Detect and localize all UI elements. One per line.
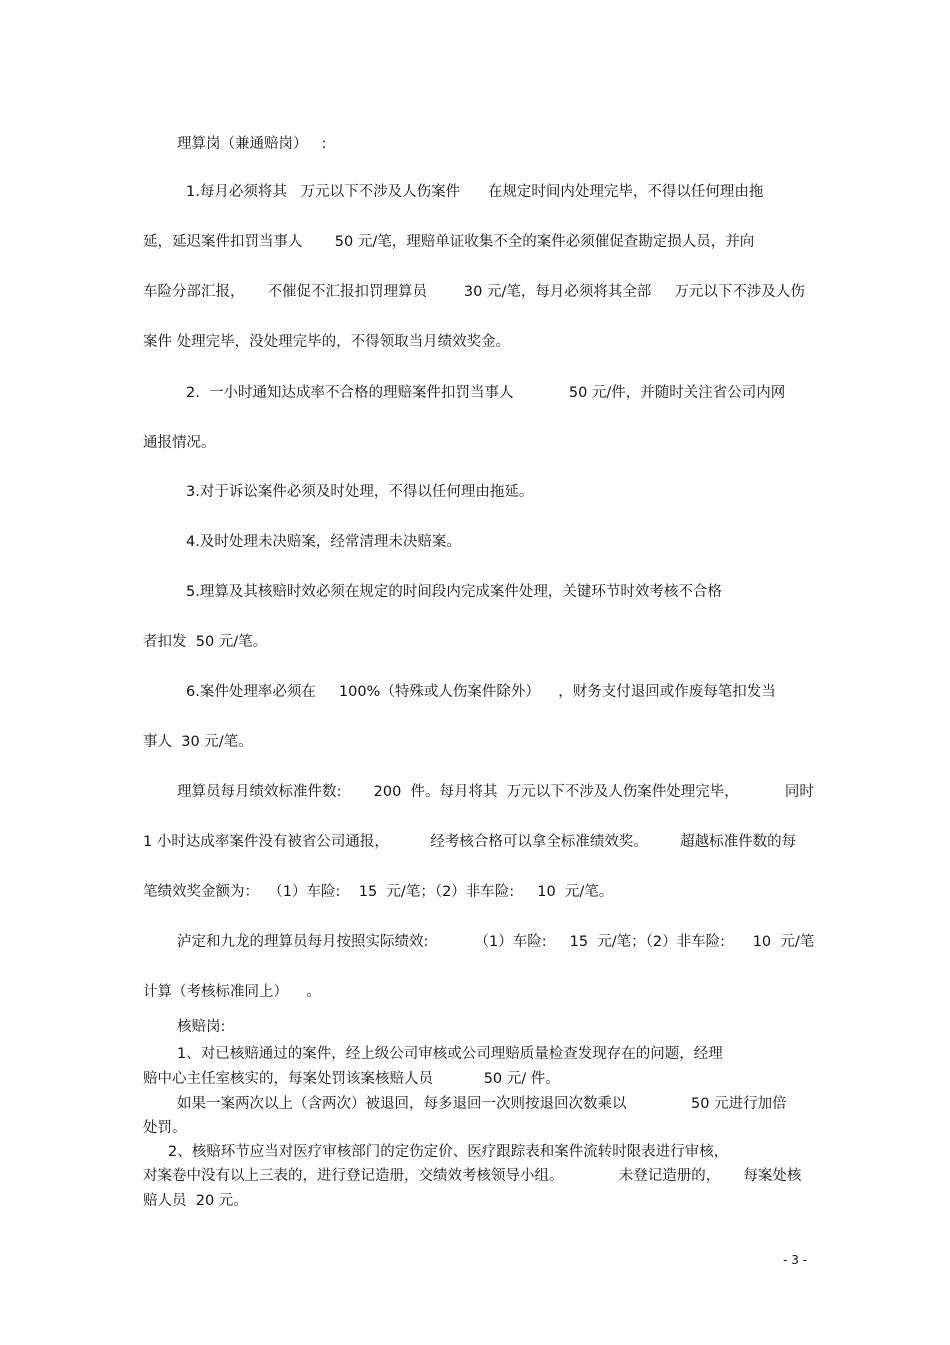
paragraph-line: 1 小时达成率案件没有被省公司通报， 经考核合格可以拿全标准绩效奖。 超越标准件数的每 (143, 834, 797, 850)
paragraph-line: 车险分部汇报， 不催促不汇报扣罚理算员 30 元/笔，每月必须将其全部 万元以下不涉及人伤 (143, 284, 805, 300)
paragraph-line: 赔中心主任室核实的，每案处罚该案核赔人员 50 元/ 件。 (143, 1071, 560, 1087)
paragraph-line: 笔绩效奖金额为： （1）车险: 15 元/笔；（2）非车险: 10 元/笔。 (143, 884, 614, 900)
paragraph-line: 案件 处理完毕，没处理完毕的，不得领取当月绩效奖金。 (143, 334, 511, 350)
paragraph-line: 通报情况。 (143, 435, 216, 451)
section-heading-lisuan: 理算岗（兼通赔岗） : (177, 136, 327, 152)
paragraph-line: 延，延迟案件扣罚当事人 50 元/笔，理赔单证收集不全的案件必须催促查勘定损人员，并向 (143, 234, 755, 250)
paragraph-line: 6.案件处理率必须在 100%（特殊或人伤案件除外） ，财务支付退回或作废每笔扣发当 (186, 684, 776, 700)
paragraph-line: 泸定和九龙的理算员每月按照实际绩效: （1）车险: 15 元/笔；（2）非车险: 10 元/笔 (177, 934, 815, 950)
paragraph-line: 者扣发 50 元/笔。 (143, 634, 268, 650)
paragraph-line: 5.理算及其核赔时效必须在规定的时间段内完成案件处理，关键环节时效考核不合格 (186, 584, 722, 600)
paragraph-line: 4.及时处理未决赔案，经常清理未决赔案。 (186, 534, 461, 550)
section-heading-hepei: 核赔岗: (177, 1019, 226, 1035)
paragraph-line: 理算员每月绩效标准件数: 200 件。每月将其 万元以下不涉及人伤案件处理完毕， 同时 (177, 784, 814, 800)
paragraph-line: 1.每月必须将其 万元以下不涉及人伤案件 在规定时间内处理完毕，不得以任何理由拖 (186, 184, 764, 200)
paragraph-line: 1、对已核赔通过的案件，经上级公司审核或公司理赔质量检查发现存在的问题，经理 (177, 1046, 723, 1062)
paragraph-line: 赔人员 20 元。 (143, 1193, 248, 1209)
paragraph-line: 3.对于诉讼案件必须及时处理，不得以任何理由拖延。 (186, 484, 534, 500)
paragraph-line: 对案卷中没有以上三表的，进行登记造册，交绩效考核领导小组。 未登记造册的， 每案处核 (143, 1168, 802, 1184)
paragraph-line: 计算（考核标准同上） 。 (143, 984, 321, 1000)
page-number: - 3 - (783, 1253, 807, 1267)
paragraph-line: 2、核赔环节应当对医疗审核部门的定伤定价、医疗跟踪表和案件流转时限表进行审核， (168, 1144, 729, 1160)
paragraph-line: 如果一案两次以上（含两次）被退回，每多退回一次则按退回次数乘以 50 元进行加倍 (177, 1096, 787, 1112)
paragraph-line: 事人 30 元/笔。 (143, 734, 253, 750)
paragraph-line: 处罚。 (143, 1120, 187, 1136)
paragraph-line: 2. 一小时通知达成率不合格的理赔案件扣罚当事人 50 元/件，并随时关注省公司内网 (186, 385, 786, 401)
